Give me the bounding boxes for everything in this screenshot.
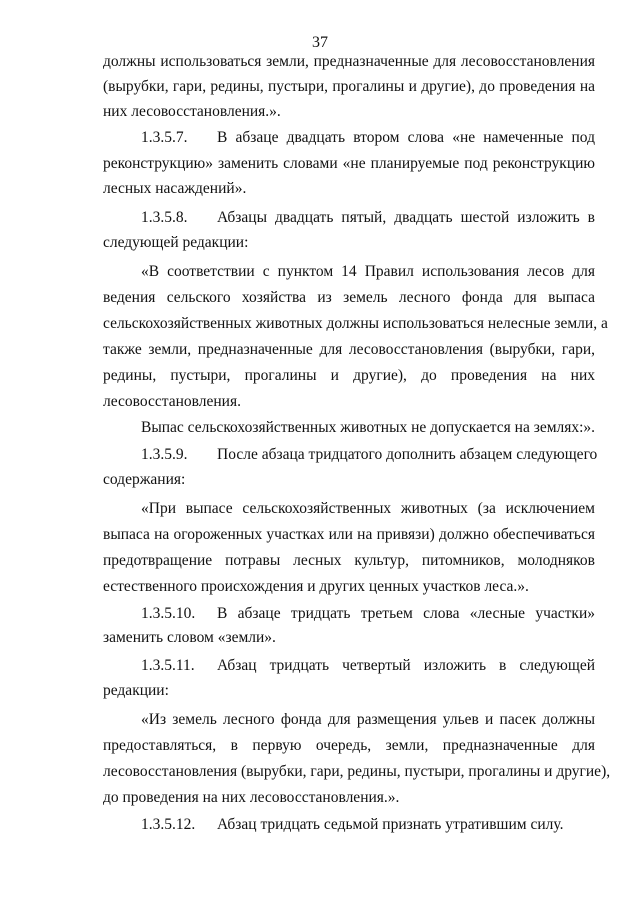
clause-text: Абзац тридцать четвертый изложить в следующей <box>217 657 595 674</box>
clause-number: 1.3.5.7. <box>141 129 188 146</box>
text-line: до проведения на них лесовосстановления.». <box>103 789 400 806</box>
text-line: (вырубки, гари, редины, пустыри, прогалины и другие), до проведения на <box>103 78 595 95</box>
text-line: заменить словом «земли». <box>103 629 276 646</box>
text-line: выпаса на огороженных участках или на привязи) должно обеспечиваться <box>103 526 595 543</box>
text-line: предотвращение потравы лесных культур, питомников, молодняков <box>103 552 595 569</box>
clause-number: 1.3.5.11. <box>141 657 195 674</box>
clause-number: 1.3.5.10. <box>141 605 196 622</box>
clause-text: После абзаца тридцатого дополнить абзацем следующего <box>217 446 598 463</box>
clause-number: 1.3.5.12. <box>141 816 196 833</box>
text-line: «Из земель лесного фонда для размещения ульев и пасек должны <box>141 711 595 728</box>
text-line: редины, пустыри, прогалины и другие), до проведения на них <box>103 367 595 384</box>
text-line: ведения сельского хозяйства из земель лесного фонда для выпаса <box>103 289 595 306</box>
clause-text: Абзац тридцать седьмой признать утратившим силу. <box>217 816 564 833</box>
subclause-line <box>141 128 595 148</box>
text-line: должны использоваться земли, предназначенные для лесовосстановления <box>103 53 595 70</box>
clause-number: 1.3.5.9. <box>141 446 188 463</box>
text-line: следующей редакции: <box>103 234 249 251</box>
clause-text: В абзаце тридцать третьем слова «лесные участки» <box>217 605 595 622</box>
page-number: 37 <box>312 34 328 51</box>
subclause-line <box>141 815 563 835</box>
text-line: них лесовосстановления.». <box>103 103 281 120</box>
clause-text: Абзацы двадцать пятый, двадцать шестой изложить в <box>217 209 595 226</box>
text-line: лесовосстановления (вырубки, гари, редины, пустыри, прогалины и другие), <box>103 763 611 780</box>
text-line: «При выпасе сельскохозяйственных животных (за исключением <box>141 500 595 517</box>
text-line: предоставляться, в первую очередь, земли, предназначенные для <box>103 737 595 754</box>
text-line: лесовосстановления. <box>103 393 241 410</box>
text-line: содержания: <box>103 471 186 488</box>
text-line: Выпас сельскохозяйственных животных не допускается на землях:». <box>141 419 596 436</box>
subclause-line <box>141 445 598 465</box>
subclause-line <box>141 208 595 228</box>
text-line: сельскохозяйственных животных должны использоваться нелесные земли, а <box>103 315 608 332</box>
subclause-line <box>141 604 595 624</box>
text-line: реконструкцию» заменить словами «не планируемые под реконструкцию <box>103 155 595 172</box>
subclause-line <box>141 656 595 676</box>
text-line: естественного происхождения и других ценных участков леса.». <box>103 578 529 595</box>
text-line: лесных насаждений». <box>103 180 247 197</box>
text-line: редакции: <box>103 682 169 699</box>
clause-text: В абзаце двадцать втором слова «не намеченные под <box>217 129 595 146</box>
clause-number: 1.3.5.8. <box>141 209 188 226</box>
text-line: «В соответствии с пунктом 14 Правил использования лесов для <box>141 263 595 280</box>
text-line: также земли, предназначенные для лесовосстановления (вырубки, гари, <box>103 341 595 358</box>
